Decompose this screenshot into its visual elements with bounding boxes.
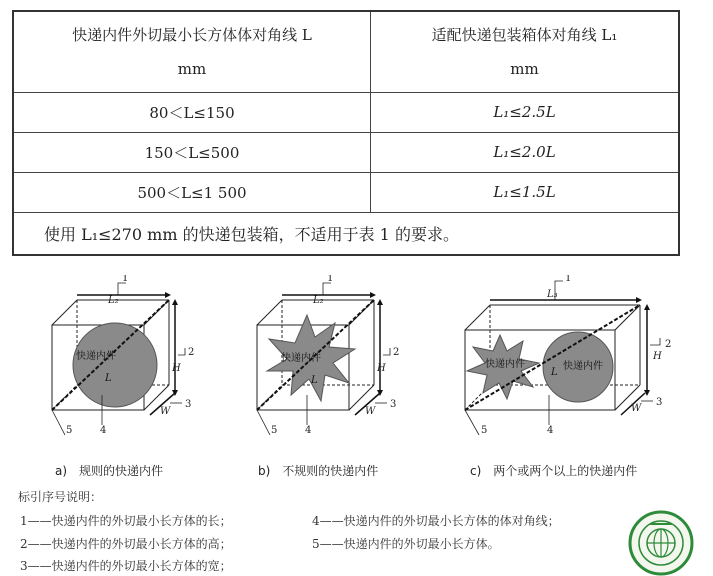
- dim-w-label: W: [365, 406, 376, 417]
- figure-b-caption: b) 不规则的快递内件: [258, 464, 379, 478]
- dim-h-label: H: [172, 363, 181, 374]
- table-row: [14, 132, 678, 173]
- figure-a-regular-item: [40, 275, 210, 435]
- figure-b-irregular-item: [245, 275, 415, 435]
- header-col1-unit: mm: [177, 60, 207, 78]
- dim-l2-label: L₂: [313, 295, 324, 306]
- callout-1: 1: [327, 275, 334, 284]
- rule-cell: L₁≤2.5L: [493, 103, 556, 121]
- range-cell: 150＜L≤500: [14, 132, 371, 172]
- legend-item-5: 5——快递内件的外切最小长方体。: [312, 537, 500, 551]
- legend-item-2: 2——快递内件的外切最小长方体的高；: [20, 537, 232, 551]
- dim-l3-label: L₃: [547, 289, 558, 300]
- item-label: 快递内件: [76, 351, 116, 362]
- item-sphere-shape: [73, 323, 157, 407]
- callout-5: 5: [481, 425, 488, 435]
- callout-2: 2: [665, 339, 672, 350]
- callout-3: 3: [185, 399, 192, 410]
- legend-item-4: 4——快递内件的外切最小长方体的体对角线；: [312, 514, 560, 528]
- figure-c-multiple-items: [455, 275, 685, 435]
- callout-2: 2: [393, 347, 400, 358]
- figure-c-caption: c) 两个或两个以上的快递内件: [470, 464, 638, 478]
- legend-item-3: 3——快递内件的外切最小长方体的宽；: [20, 559, 232, 573]
- legend-item-1: 1——快递内件的外切最小长方体的长；: [20, 514, 232, 528]
- table-row: [14, 92, 678, 133]
- range-cell: 80＜L≤150: [14, 92, 371, 132]
- callout-3: 3: [656, 397, 663, 408]
- dim-h-label: H: [653, 351, 662, 362]
- callout-4: 4: [547, 425, 554, 435]
- dim-l-label: L: [551, 367, 558, 378]
- callout-4: 4: [305, 425, 312, 435]
- range-cell: 500＜L≤1 500: [14, 172, 371, 212]
- item-label: 快递内件: [281, 353, 321, 364]
- dim-w-label: W: [160, 406, 171, 417]
- item-label: 快递内件: [485, 359, 525, 370]
- dim-w-label: W: [631, 403, 642, 414]
- requirements-table: [12, 10, 680, 256]
- dim-l-label: L: [105, 373, 112, 384]
- legend-title: 标引序号说明：: [18, 490, 103, 504]
- header-col1-title: 快递内件外切最小长方体体对角线 L: [72, 26, 312, 44]
- table-note: 使用 L₁≤270 mm 的快递包装箱，不适用于表 1 的要求。: [44, 224, 459, 244]
- rule-cell: L₁≤1.5L: [493, 183, 556, 201]
- callout-3: 3: [390, 399, 397, 410]
- callout-2: 2: [188, 347, 195, 358]
- rule-cell: L₁≤2.0L: [493, 143, 556, 161]
- callout-5: 5: [66, 425, 73, 435]
- table-header-row: [14, 12, 678, 93]
- header-col2-title: 适配快递包装箱体对角线 L₁: [431, 26, 618, 44]
- table-row: [14, 172, 678, 213]
- callout-1: 1: [565, 275, 572, 284]
- header-cell-inner-diagonal: [14, 12, 371, 92]
- header-col2-unit: mm: [510, 60, 539, 78]
- dim-l-label: L: [311, 375, 318, 386]
- figure-a-caption: a) 规则的快递内件: [55, 464, 164, 478]
- organization-seal-icon: [628, 510, 694, 576]
- header-cell-box-diagonal: [371, 12, 678, 92]
- dim-l2-label: L₂: [108, 295, 119, 306]
- item-label-2: 快递内件: [563, 361, 603, 372]
- callout-5: 5: [271, 425, 278, 435]
- dim-h-label: H: [377, 363, 386, 374]
- callout-1: 1: [122, 275, 129, 284]
- callout-4: 4: [100, 425, 107, 435]
